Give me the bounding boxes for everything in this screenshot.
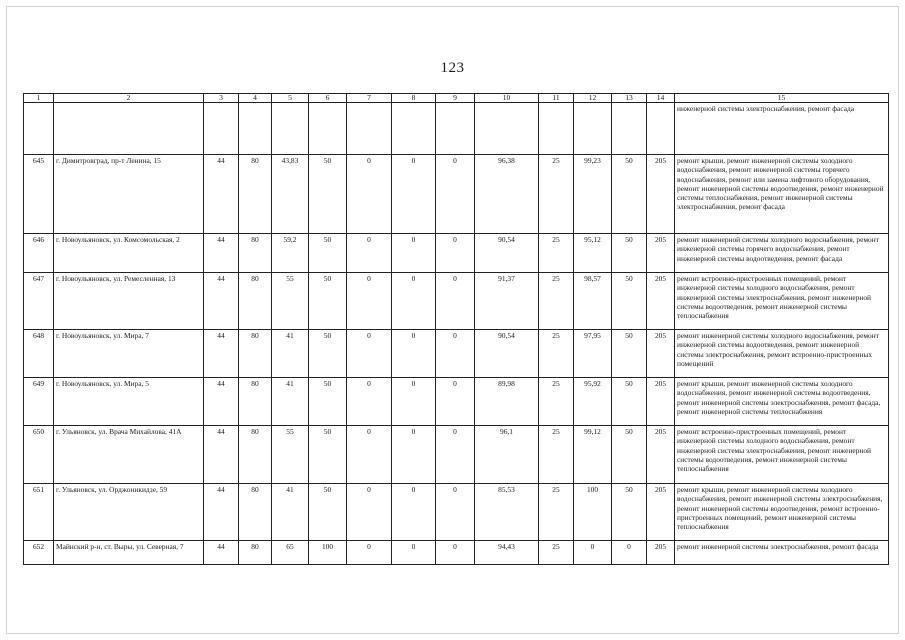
value-cell-c13: 50 xyxy=(612,426,647,484)
works-cell: ремонт крыши, ремонт инженерной системы холодного водоснабжения, ремонт инженерной системы горячего водоснабжения, ремонт или замена лифтового оборудования, ремонт инженерной системы водоотведения, ремонт инженерной системы теплоснабжения, ремонт инженерной системы электроснабжения, ремонт фасада xyxy=(675,155,889,234)
value-cell-c14: 205 xyxy=(647,234,675,273)
works-cell: ремонт инженерной системы холодного водоснабжения, ремонт инженерной системы горячего водоснабжения, ремонт инженерной системы водоотведения, ремонт фасада xyxy=(675,234,889,273)
row-number-cell: 652 xyxy=(24,541,54,565)
column-number: 2 xyxy=(54,94,204,103)
value-cell-c10: 90,54 xyxy=(475,330,539,378)
value-cell-c10: 85,53 xyxy=(475,484,539,541)
column-number: 6 xyxy=(309,94,347,103)
column-number: 1 xyxy=(24,94,54,103)
repair-table xyxy=(23,93,889,565)
page-number: 123 xyxy=(440,60,465,76)
value-cell-c10: 94,43 xyxy=(475,541,539,565)
table-row xyxy=(24,541,889,565)
column-number: 11 xyxy=(539,94,574,103)
value-cell-c14: 205 xyxy=(647,484,675,541)
value-cell-c13: 50 xyxy=(612,273,647,330)
value-cell-c7: 0 xyxy=(347,484,392,541)
value-cell-c4: 80 xyxy=(239,273,272,330)
value-cell-c10: 96,1 xyxy=(475,426,539,484)
value-cell-c11: 25 xyxy=(539,378,574,426)
value-cell-c4: 80 xyxy=(239,426,272,484)
value-cell-c7: 0 xyxy=(347,273,392,330)
value-cell-c5: 55 xyxy=(272,273,309,330)
value-cell-c8: 0 xyxy=(392,155,436,234)
column-number: 12 xyxy=(574,94,612,103)
value-cell-c5: 41 xyxy=(272,330,309,378)
value-cell-c6: 50 xyxy=(309,426,347,484)
value-cell-c12: 95,92 xyxy=(574,378,612,426)
value-cell-c13: 0 xyxy=(612,541,647,565)
value-cell-c5: 65 xyxy=(272,541,309,565)
value-cell-c11: 25 xyxy=(539,155,574,234)
value-cell-c10: 89,98 xyxy=(475,378,539,426)
value-cell-c9: 0 xyxy=(436,234,475,273)
value-cell-c14: 205 xyxy=(647,273,675,330)
value-cell-c13: 50 xyxy=(612,155,647,234)
value-cell-c14: 205 xyxy=(647,330,675,378)
value-cell-c7: 0 xyxy=(347,426,392,484)
works-cell: ремонт инженерной системы холодного водоснабжения, ремонт инженерной системы водоотведения, ремонт инженерной системы электроснабжения, ремонт встроенно-пристроенных помещений xyxy=(675,330,889,378)
column-number-row xyxy=(24,94,889,103)
value-cell-c13: 50 xyxy=(612,484,647,541)
value-cell-c4: 80 xyxy=(239,155,272,234)
value-cell-c9: 0 xyxy=(436,330,475,378)
column-number: 10 xyxy=(475,94,539,103)
value-cell-c13: 50 xyxy=(612,330,647,378)
table-row xyxy=(24,234,889,273)
value-cell-c7: 0 xyxy=(347,378,392,426)
value-cell-c5: 55 xyxy=(272,426,309,484)
continuation-row xyxy=(24,103,889,155)
column-number: 4 xyxy=(239,94,272,103)
value-cell-c3: 44 xyxy=(204,541,239,565)
row-number-cell: 649 xyxy=(24,378,54,426)
value-cell-c4: 80 xyxy=(239,484,272,541)
value-cell-c12: 97,95 xyxy=(574,330,612,378)
value-cell-c5: 41 xyxy=(272,378,309,426)
value-cell-c8: 0 xyxy=(392,426,436,484)
value-cell-c7: 0 xyxy=(347,234,392,273)
table-row xyxy=(24,330,889,378)
column-number: 15 xyxy=(675,94,889,103)
value-cell-c4: 80 xyxy=(239,234,272,273)
value-cell-c12: 99,23 xyxy=(574,155,612,234)
works-cell: ремонт крыши, ремонт инженерной системы холодного водоснабжения, ремонт инженерной системы водоотведения, ремонт инженерной системы электроснабжения, ремонт фасада, ремонт инженерной системы теплоснабжения xyxy=(675,378,889,426)
address-cell: г. Ульяновск, ул. Орджоникидзе, 59 xyxy=(54,484,204,541)
value-cell-c6: 100 xyxy=(309,541,347,565)
value-cell-c8: 0 xyxy=(392,484,436,541)
value-cell-c9: 0 xyxy=(436,541,475,565)
value-cell-c11: 25 xyxy=(539,273,574,330)
value-cell-c9: 0 xyxy=(436,484,475,541)
value-cell-c3: 44 xyxy=(204,330,239,378)
column-number: 7 xyxy=(347,94,392,103)
row-number-cell: 648 xyxy=(24,330,54,378)
value-cell-c6: 50 xyxy=(309,378,347,426)
value-cell-c12: 98,57 xyxy=(574,273,612,330)
works-cell: ремонт инженерной системы электроснабжения, ремонт фасада xyxy=(675,541,889,565)
value-cell-c9: 0 xyxy=(436,426,475,484)
value-cell-c5: 41 xyxy=(272,484,309,541)
value-cell-c14: 205 xyxy=(647,541,675,565)
value-cell-c8: 0 xyxy=(392,330,436,378)
value-cell-c11: 25 xyxy=(539,330,574,378)
works-cell: ремонт крыши, ремонт инженерной системы холодного водоснабжения, ремонт инженерной системы электроснабжения, ремонт инженерной системы водоотведения, ремонт встроенно-пристроенных помещений, ремонт инженерной системы теплоснабжения xyxy=(675,484,889,541)
value-cell-c11: 25 xyxy=(539,541,574,565)
value-cell-c14: 205 xyxy=(647,155,675,234)
value-cell-c6: 50 xyxy=(309,273,347,330)
value-cell-c6: 50 xyxy=(309,330,347,378)
address-cell: г. Новоульяновск, ул. Ремесленная, 13 xyxy=(54,273,204,330)
works-cell: ремонт встроенно-пристроенных помещений, ремонт инженерной системы холодного водоснабжения, ремонт инженерной системы электроснабжения, ремонт инженерной системы водоотведения, ремонт инженерной системы теплоснабжения xyxy=(675,426,889,484)
row-number-cell: 650 xyxy=(24,426,54,484)
value-cell-c7: 0 xyxy=(347,330,392,378)
value-cell-c11: 25 xyxy=(539,484,574,541)
row-number-cell: 645 xyxy=(24,155,54,234)
value-cell-c6: 50 xyxy=(309,155,347,234)
address-cell: г. Новоульяновск, ул. Мира, 7 xyxy=(54,330,204,378)
column-number: 14 xyxy=(647,94,675,103)
value-cell-c10: 91,37 xyxy=(475,273,539,330)
value-cell-c6: 50 xyxy=(309,234,347,273)
table-row xyxy=(24,155,889,234)
value-cell-c3: 44 xyxy=(204,273,239,330)
table-row xyxy=(24,378,889,426)
value-cell-c12: 0 xyxy=(574,541,612,565)
value-cell-c3: 44 xyxy=(204,426,239,484)
column-number: 13 xyxy=(612,94,647,103)
value-cell-c13: 50 xyxy=(612,378,647,426)
value-cell-c8: 0 xyxy=(392,378,436,426)
value-cell-c11: 25 xyxy=(539,234,574,273)
works-cell: инженерной системы электроснабжения, ремонт фасада xyxy=(675,103,889,155)
value-cell-c5: 43,83 xyxy=(272,155,309,234)
column-number: 9 xyxy=(436,94,475,103)
value-cell-c11: 25 xyxy=(539,426,574,484)
value-cell-c3: 44 xyxy=(204,378,239,426)
value-cell-c12: 99,12 xyxy=(574,426,612,484)
value-cell-c14: 205 xyxy=(647,378,675,426)
value-cell-c3: 44 xyxy=(204,155,239,234)
column-number: 3 xyxy=(204,94,239,103)
value-cell-c4: 80 xyxy=(239,541,272,565)
row-number-cell: 646 xyxy=(24,234,54,273)
address-cell: г. Димитровград, пр-т Ленина, 15 xyxy=(54,155,204,234)
value-cell-c9: 0 xyxy=(436,155,475,234)
value-cell-c8: 0 xyxy=(392,541,436,565)
value-cell-c5: 59,2 xyxy=(272,234,309,273)
table-row xyxy=(24,484,889,541)
value-cell-c4: 80 xyxy=(239,378,272,426)
address-cell: г. Новоульяновск, ул. Комсомольская, 2 xyxy=(54,234,204,273)
address-cell: г. Новоульяновск, ул. Мира, 5 xyxy=(54,378,204,426)
value-cell-c7: 0 xyxy=(347,155,392,234)
table-row xyxy=(24,273,889,330)
value-cell-c12: 95,12 xyxy=(574,234,612,273)
value-cell-c8: 0 xyxy=(392,273,436,330)
address-cell: Майнский р-н, ст. Выры, ул. Северная, 7 xyxy=(54,541,204,565)
value-cell-c14: 205 xyxy=(647,426,675,484)
table-row xyxy=(24,426,889,484)
works-cell: ремонт встроенно-пристроенных помещений, ремонт инженерной системы холодного водоснабжения, ремонт инженерной системы электроснабжения, ремонт инженерной системы водоотведения, ремонт инженерной системы теплоснабжения xyxy=(675,273,889,330)
value-cell-c9: 0 xyxy=(436,273,475,330)
value-cell-c13: 50 xyxy=(612,234,647,273)
column-number: 5 xyxy=(272,94,309,103)
value-cell-c10: 90,54 xyxy=(475,234,539,273)
address-cell: г. Ульяновск, ул. Врача Михайлова, 41А xyxy=(54,426,204,484)
row-number-cell: 651 xyxy=(24,484,54,541)
value-cell-c10: 96,38 xyxy=(475,155,539,234)
column-number: 8 xyxy=(392,94,436,103)
value-cell-c6: 50 xyxy=(309,484,347,541)
value-cell-c3: 44 xyxy=(204,234,239,273)
value-cell-c4: 80 xyxy=(239,330,272,378)
value-cell-c7: 0 xyxy=(347,541,392,565)
value-cell-c8: 0 xyxy=(392,234,436,273)
row-number-cell: 647 xyxy=(24,273,54,330)
value-cell-c9: 0 xyxy=(436,378,475,426)
value-cell-c3: 44 xyxy=(204,484,239,541)
value-cell-c12: 100 xyxy=(574,484,612,541)
